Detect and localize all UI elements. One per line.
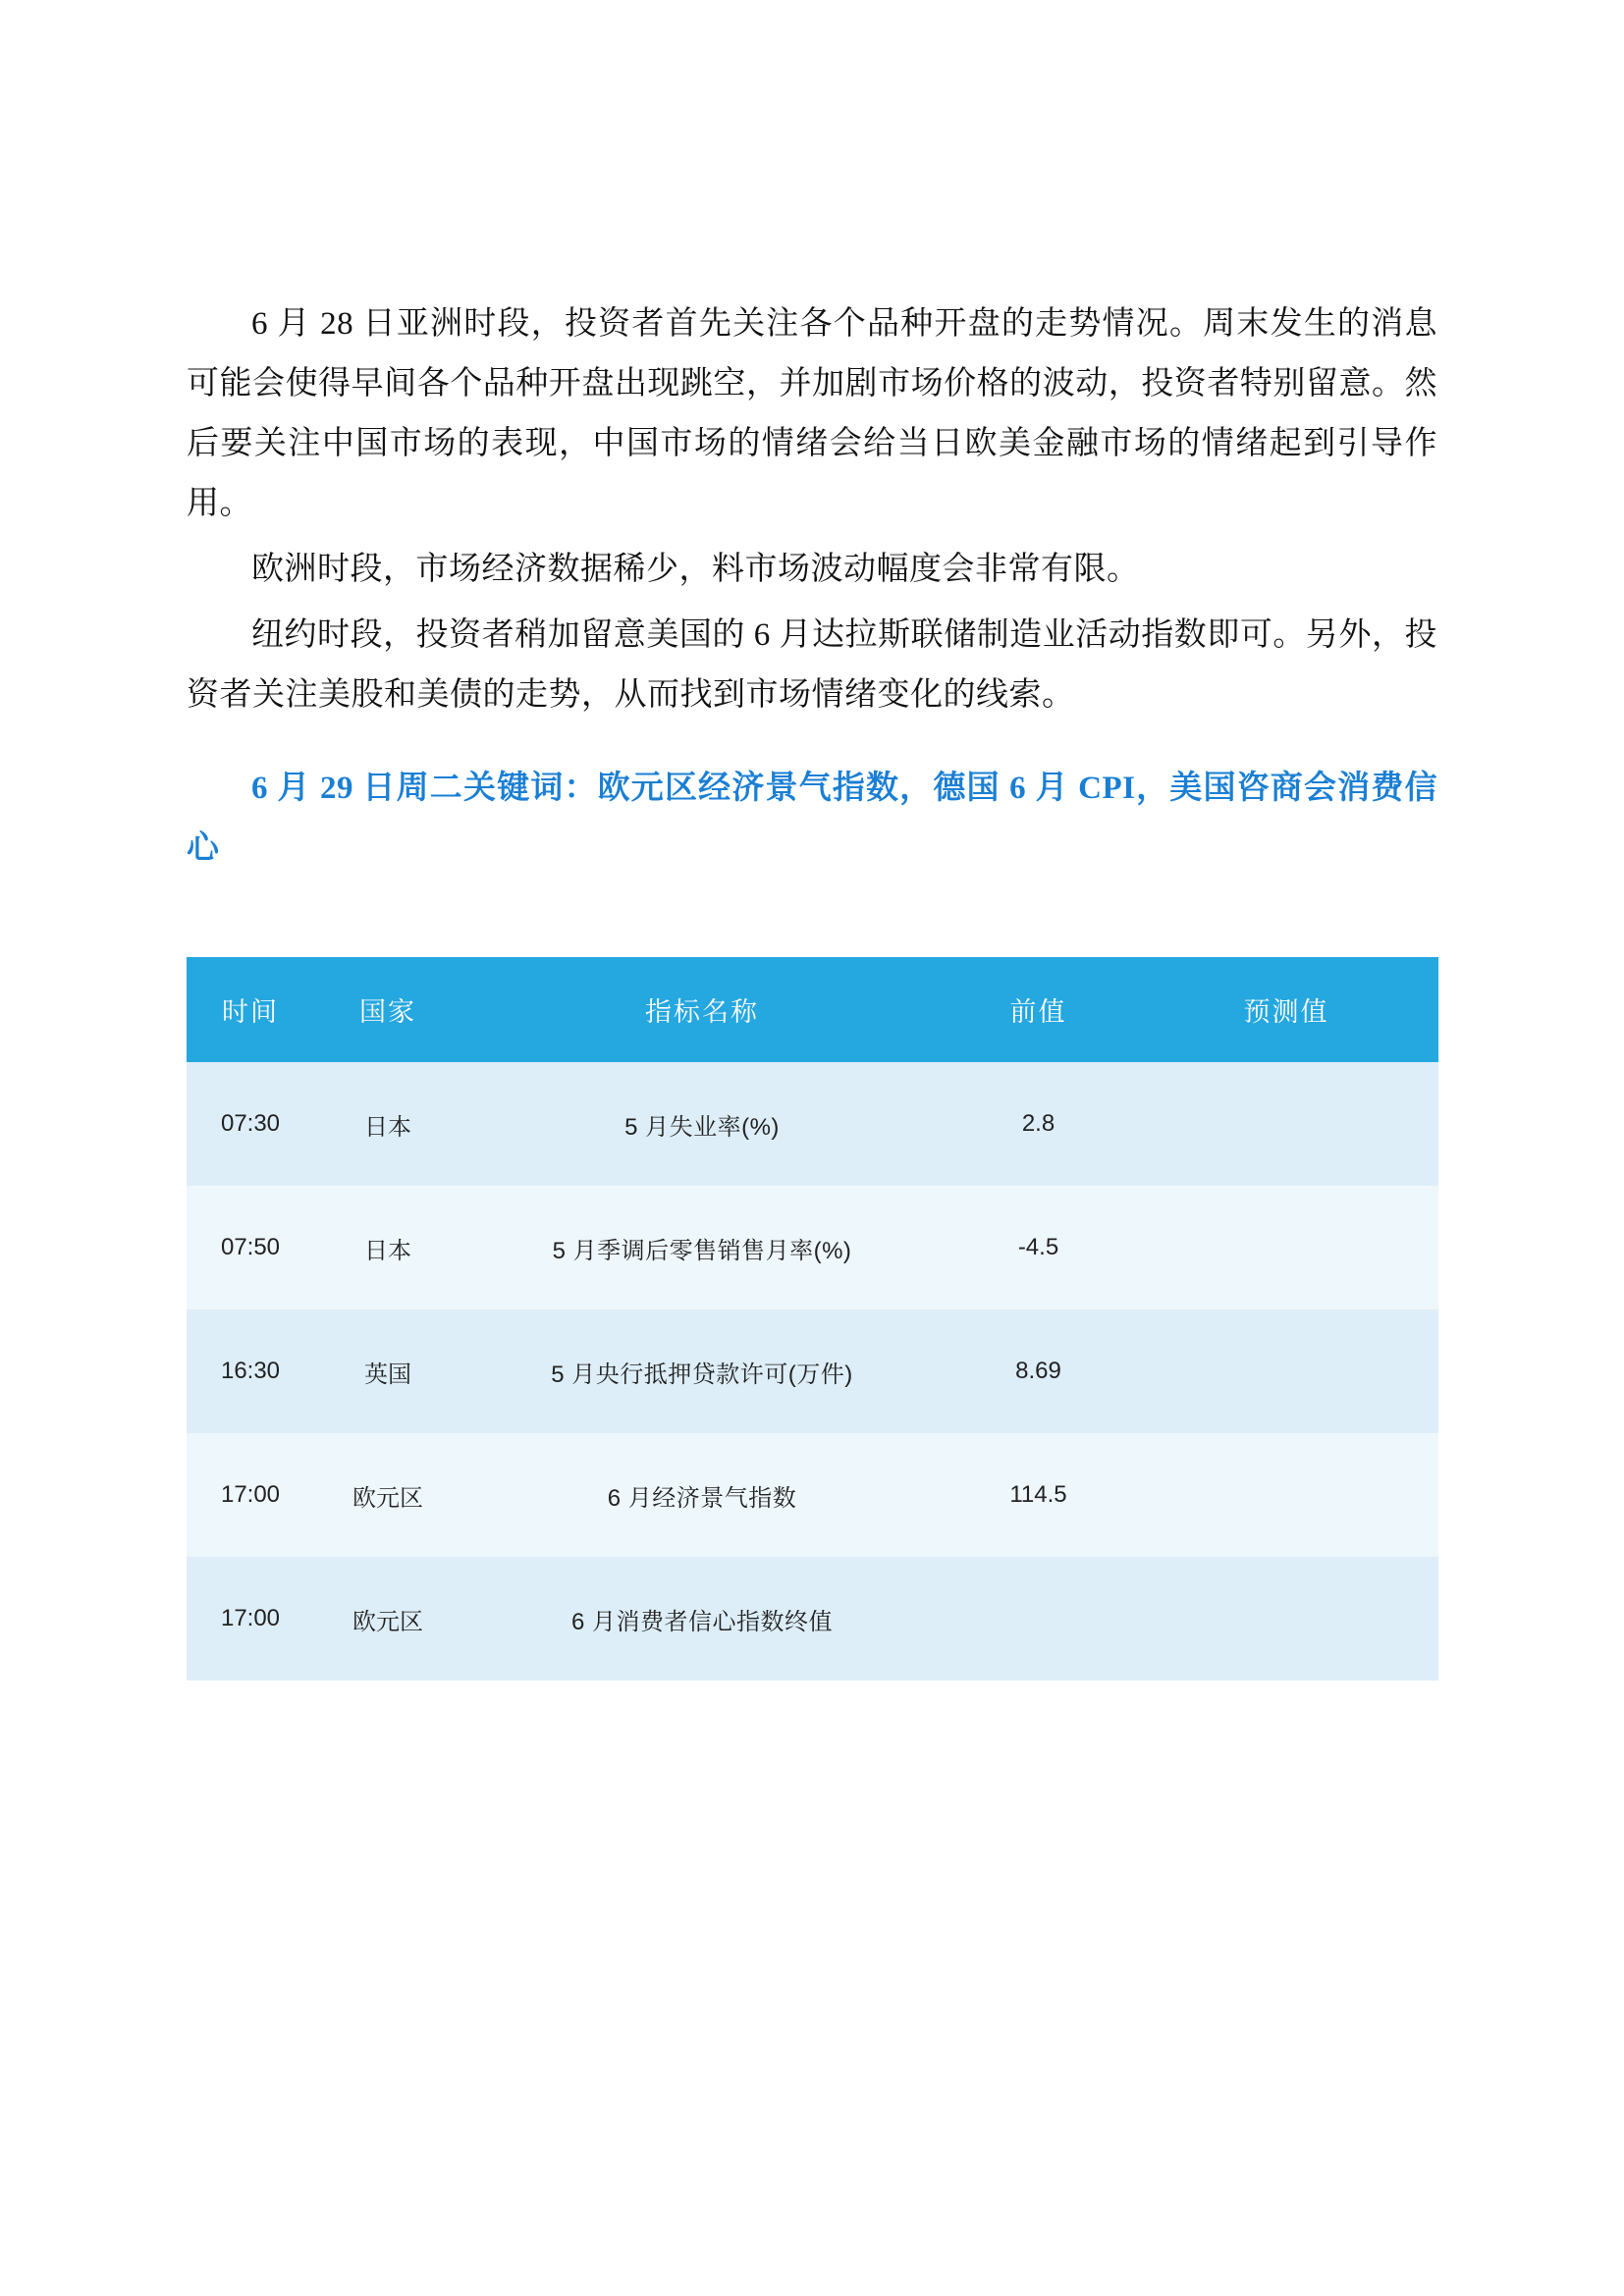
table-body [187,1062,1438,1681]
cell-forecast [1134,1309,1438,1433]
table-row [187,1186,1438,1309]
column-header-time: 时间 [187,957,314,1062]
cell-previous: -4.5 [943,1186,1134,1309]
cell-time: 07:30 [187,1062,314,1186]
paragraph-europe-session: 欧洲时段，市场经济数据稀少，料市场波动幅度会非常有限。 [251,552,1140,588]
economic-calendar-table [187,957,1438,1681]
table-row [187,1309,1438,1433]
cell-country: 日本 [314,1062,461,1186]
economic-calendar-table-wrapper [187,957,1437,1681]
cell-forecast [1134,1433,1438,1557]
paragraph-asia-session: 6 月 28 日亚洲时段，投资者首先关注各个品种开盘的走势情况。周末发生的消息可能会使得早间各个品种开盘出现跳空，并加剧市场价格的波动，投资者特别留意。然后要关注中国市场的表现，中国市场的情绪会给当日欧美金融市场的情绪起到引导作用。 [187,306,1437,522]
paragraph-newyork-session: 纽约时段，投资者稍加留意美国的 6 月达拉斯联储制造业活动指数即可。另外，投资者关注美股和美债的走势，从而找到市场情绪变化的线索。 [187,617,1437,714]
cell-country: 欧元区 [314,1557,461,1681]
column-header-country: 国家 [314,957,461,1062]
column-header-indicator-name: 指标名称 [461,957,943,1062]
cell-country: 日本 [314,1186,461,1309]
table-row [187,1557,1438,1681]
table-row [187,1433,1438,1557]
cell-previous: 8.69 [943,1309,1134,1433]
cell-forecast [1134,1062,1438,1186]
table-header-row [187,957,1438,1062]
cell-time: 17:00 [187,1433,314,1557]
cell-indicator-name: 6 月经济景气指数 [461,1433,943,1557]
cell-indicator-name: 5 月季调后零售销售月率(%) [461,1186,943,1309]
cell-time: 17:00 [187,1557,314,1681]
cell-indicator-name: 6 月消费者信心指数终值 [461,1557,943,1681]
column-header-previous: 前值 [943,957,1134,1062]
cell-indicator-name: 5 月失业率(%) [461,1062,943,1186]
cell-previous: 2.8 [943,1062,1134,1186]
cell-forecast [1134,1557,1438,1681]
cell-previous [943,1557,1134,1681]
cell-forecast [1134,1186,1438,1309]
table-header [187,957,1438,1062]
cell-country: 欧元区 [314,1433,461,1557]
cell-previous: 114.5 [943,1433,1134,1557]
cell-indicator-name: 5 月央行抵押贷款许可(万件) [461,1309,943,1433]
cell-time: 16:30 [187,1309,314,1433]
cell-country: 英国 [314,1309,461,1433]
cell-time: 07:50 [187,1186,314,1309]
column-header-forecast: 预测值 [1134,957,1438,1062]
keyword-heading: 6 月 29 日周二关键词：欧元区经济景气指数，德国 6 月 CPI，美国咨商会消费信心 [187,771,1437,867]
table-row [187,1062,1438,1186]
